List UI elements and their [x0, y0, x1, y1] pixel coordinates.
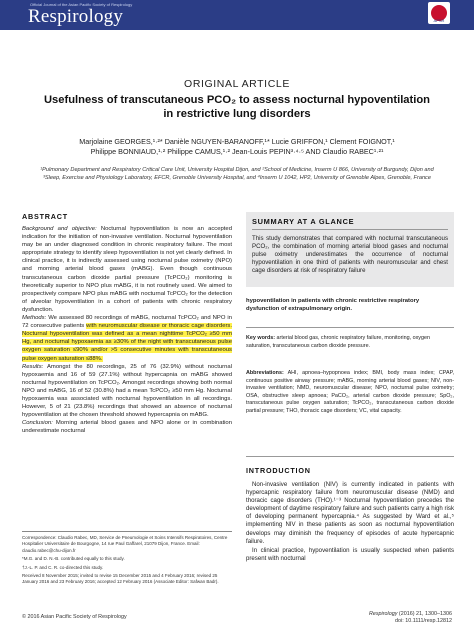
- background-text: Nocturnal hypoventilation is now an accepted indication for the initiation of non-invasive ventilation. Nocturnal hypoventilation may be an under diagnosed condition in chronic respiratory failure. The most appropriate strategy to identify sleep hypoventilation is not yet clearly defined. In clinical practice, it is indirectly assessed using nocturnal pulse oximetry (NPO) and morning arterial blood gases (mABG). Even though continuous transcutaneous carbon dioxide partial pressure (TcPCO₂) monitoring is theoretically superior to NPO plus mABG, it is not routinely used. We aimed to prospectively compare NPO plus mABG with nocturnal TcPCO₂ for the detection of alveolar hypoventilation in a cohort of patients with chronic respiratory dysfunction.: [22, 226, 232, 313]
- conclusion-label: Conclusion:: [22, 420, 53, 427]
- keywords: [246, 335, 454, 350]
- abstract-column: [22, 212, 232, 435]
- citation-doi[interactable]: doi: 10.1111/resp.12812: [395, 618, 452, 624]
- background-label: Background and objective:: [22, 226, 97, 232]
- introduction-heading: INTRODUCTION: [246, 466, 311, 475]
- methods-label: Methods:: [22, 315, 47, 322]
- intro-paragraph-2: In clinical practice, hypoventilation is usually suspected when patients present with nocturnal: [246, 546, 454, 562]
- abstract-body: [22, 225, 232, 435]
- copyright: © 2016 Asian Pacific Society of Respirology: [22, 614, 127, 620]
- introduction-body: [246, 481, 454, 564]
- glance-text: This study demonstrates that compared with nocturnal transcutaneous PCO₂, the combination of morning arterial blood gases and nocturnal pulse oximetry underestimates the occurrence of nocturnal hypoventilation in one third of patients with neuromuscular and chest cage disorders at risk of respiratory failure: [252, 235, 448, 274]
- authors-line-2: Philippe BONNIAUD,¹·² Philippe CAMUS,¹·² Jean-Louis PEPIN³·⁴·⁵ AND Claudio RABEC¹·²¹: [90, 147, 384, 156]
- equal-contribution-note: *M.G. and D. N.-B. contributed equally to this study.: [22, 556, 125, 562]
- correspondence-note: Correspondence: Claudio Rabec, MD, Service de Pneumologie et Soins Intensifs Respiratoires, Centre Hospitalier Universitaire de Bourgogne, 14 rue Paul Gaffarel, 21079 Dijon, France. Email: claudio.rabec@chu-dijon.fr: [22, 535, 228, 553]
- citation: [369, 611, 452, 625]
- journal-header: [0, 0, 474, 30]
- results-label: Results:: [22, 363, 44, 370]
- abbreviations: [246, 370, 454, 416]
- journal-tagline: Official Journal of the Asian Pacific Society of Respirology: [30, 2, 133, 7]
- abbreviations-label: Abbreviations:: [246, 370, 284, 376]
- authors-line-1: Marjolaine GEORGES,¹·²* Danièle NGUYEN-BARANOFF,¹* Lucie GRIFFON,¹ Clement FOIGNOT,¹: [79, 137, 395, 146]
- article-type: ORIGINAL ARTICLE: [184, 78, 290, 90]
- keywords-text: arterial blood gas, chronic respiratory failure, monitoring, oxygen saturation, transcutaneous carbon dioxide pressure.: [246, 335, 430, 349]
- divider: [246, 327, 454, 328]
- divider: [246, 456, 454, 457]
- intro-paragraph-1: Non-invasive ventilation (NIV) is currently indicated in patients with hypercapnic respiratory failure from neuromuscular disease (NMD) and thoracic cage disorders (THO).¹⁻³ Nocturnal hypoventilation precedes the development of daytime respiratory failure and such patients carry a high risk of developing permanent hypercapnia.⁴ As suggested by Ward et al.,⁵ implementing NIV in these patients as soon as nocturnal hypoventilation develops may diminish the frequency of episodes of acute hypercapnic failure.: [246, 481, 454, 545]
- keywords-label: Key words:: [246, 335, 276, 341]
- apsr-logo-icon: [428, 2, 450, 24]
- logo-text: APSR: [433, 18, 445, 23]
- abbreviations-text: AHI, apnoea–hypopnoea index; BMI, body mass index; CPAP, continuous positive airway pressure; mABG, morning arterial blood gases; NIV, non-invasive ventilation; NMD, neuromuscular disease; NPO, nocturnal pulse oximetry; OSA, obstructive sleep apnoea; PaCO₂, arterial carbon dioxide pressure; SpO₂, transcutaneous pulse oxygen saturation; TcPCO₂, transcutaneous carbon dioxide partial pressure; THO, thoracic cage disorders; VC, vital capacity.: [246, 370, 454, 414]
- citation-ref: (2016) 21, 1300–1306: [397, 611, 452, 617]
- journal-name[interactable]: Respirology: [28, 6, 124, 27]
- abstract-heading: ABSTRACT: [22, 212, 68, 221]
- article-title: Usefulness of transcutaneous PCO₂ to assess nocturnal hypoventilation in restrictive lung disorders: [43, 94, 431, 120]
- conclusion-continued: hypoventilation in patients with chronic restrictive respiratory dysfunction of extrapulmonary origin.: [246, 298, 420, 313]
- codirect-note: †J.-L. P. and C. R. co-directed this study.: [22, 564, 104, 570]
- affiliations: ¹Pulmonary Department and Respiratory Critical Care Unit, University Hospital Dijon, and ²School of Medicine, Inserm U 866, University of Burgundy, Dijon and ³Sleep, Exercise and Physiology Laboratory, EFCR, Grenoble University Hospital, and ⁴Inserm U 1042, HP2, University of Grenoble Alpes, Grenoble, France: [40, 167, 434, 182]
- received-note: Received 8 November 2015; invited to revise 15 December 2015 and 4 February 2016; revised 25 January 2016 and 23 February 2016; accepted 12 February 2016 (Associate Editor: Safwan Badr).: [22, 573, 219, 585]
- results-text: Amongst the 80 recordings, 25 of 76 (32.9%) without nocturnal hypoxaemia and 16 of 59 (27.1%) without hypercapnia on mABG showed nocturnal hypoventilation on TcPCO₂. Amongst recordings showing both normal NPO and mABG, 16 of 52 (30.8%) had a mean TcPCO₂ ≥50 mm Hg. Nocturnal hypoxaemia was associated with nocturnal hypoventilation in all recordings. However, 5 of 21 (23.8%) recordings that showed an absence of nocturnal hypoventilation at the chosen threshold showed hypercapnia on mABG.: [22, 363, 232, 419]
- methods-text: We assessed 80 recordings of mABG, nocturnal TcPCO₂ and NPO in 72 consecutive patients: [22, 315, 232, 330]
- citation-journal: Respirology: [368, 611, 398, 617]
- footnotes: [22, 531, 232, 588]
- conclusion-text: Morning arterial blood gases and NPO alone or in combination underestimate nocturnal: [22, 420, 232, 435]
- summary-at-a-glance-box: [246, 212, 454, 287]
- methods-highlight: with neuromuscular disease or thoracic cage disorders. Nocturnal hypoventilation was defined as a mean nighttime TcPCO₂ ≥50 mm Hg, and nocturnal hypoxaemia as ≥30% of the night with transcutaneous pulse oxygen saturation ≤90% and/or >5 consecutive minutes with transcutaneous pulse oxygen saturation ≤88%.: [22, 323, 233, 362]
- glance-heading: SUMMARY AT A GLANCE: [252, 217, 448, 230]
- author-list: [32, 137, 442, 157]
